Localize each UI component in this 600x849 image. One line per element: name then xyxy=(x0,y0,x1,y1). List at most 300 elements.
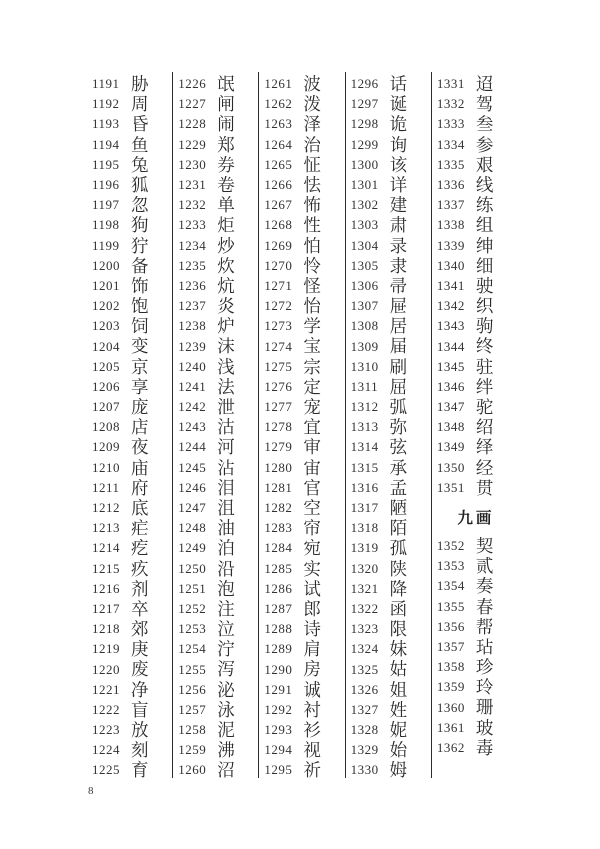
entry-character: 组 xyxy=(475,215,494,236)
entry-number: 1226 xyxy=(178,76,207,92)
entry-character: 泽 xyxy=(303,114,321,135)
entry-character: 驹 xyxy=(475,316,494,337)
entry-character: 肃 xyxy=(389,215,408,236)
entry-number: 1270 xyxy=(264,257,293,273)
entry-character: 泼 xyxy=(303,94,321,115)
entry-character: 卷 xyxy=(217,174,235,195)
entry-number: 1204 xyxy=(92,338,120,354)
entry-number: 1300 xyxy=(350,156,379,172)
entry-number: 1323 xyxy=(350,621,379,637)
entry-number: 1191 xyxy=(92,76,120,92)
entry-character: 宗 xyxy=(303,356,321,377)
entry-number: 1336 xyxy=(436,177,465,193)
entry-character: 帘 xyxy=(303,518,321,539)
entry-character: 诡 xyxy=(389,114,408,135)
entry-character: 届 xyxy=(389,336,408,357)
entry-character: 春 xyxy=(475,596,494,617)
entry-number: 1304 xyxy=(350,237,379,253)
entry-number: 1301 xyxy=(350,177,379,193)
entry-row xyxy=(87,74,172,94)
entry-character: 姆 xyxy=(389,760,408,781)
entry-number: 1286 xyxy=(264,580,293,596)
entry-number: 1350 xyxy=(436,459,465,475)
entry-character: 炒 xyxy=(217,235,235,256)
entry-character: 狞 xyxy=(131,235,149,256)
entry-row xyxy=(432,155,517,175)
entry-row xyxy=(346,276,431,296)
entry-character: 限 xyxy=(389,619,408,640)
entry-number: 1296 xyxy=(350,76,379,92)
entry-row xyxy=(173,700,258,720)
entry-row xyxy=(346,599,431,619)
entry-character: 参 xyxy=(475,134,494,155)
entry-row xyxy=(259,478,344,498)
entry-number: 1217 xyxy=(92,600,120,616)
entry-row xyxy=(432,657,517,677)
entry-character: 珊 xyxy=(475,697,494,718)
entry-character: 怔 xyxy=(303,154,321,175)
entry-number: 1339 xyxy=(436,237,465,253)
entry-number: 1264 xyxy=(264,136,293,152)
entry-number: 1232 xyxy=(178,197,207,213)
entry-row xyxy=(346,256,431,276)
entry-number: 1213 xyxy=(92,520,120,536)
entry-row xyxy=(87,740,172,760)
entry-character: 艰 xyxy=(475,154,494,175)
entry-character: 底 xyxy=(131,497,149,518)
entry-character: 询 xyxy=(389,134,408,155)
entry-character: 驻 xyxy=(475,356,494,377)
entry-number: 1258 xyxy=(178,722,207,738)
entry-row xyxy=(173,276,258,296)
entry-row xyxy=(432,536,517,556)
entry-character: 姐 xyxy=(389,679,408,700)
entry-number: 1215 xyxy=(92,560,120,576)
entry-row xyxy=(346,458,431,478)
entry-row xyxy=(432,316,517,336)
entry-row xyxy=(173,579,258,599)
entry-number: 1291 xyxy=(264,681,293,697)
entry-row xyxy=(173,155,258,175)
entry-number: 1324 xyxy=(350,641,379,657)
entry-character: 泪 xyxy=(217,477,235,498)
entry-number: 1342 xyxy=(436,298,465,314)
entry-number: 1325 xyxy=(350,661,379,677)
entry-row xyxy=(259,155,344,175)
entry-row xyxy=(432,458,517,478)
entry-number: 1332 xyxy=(436,96,465,112)
entry-row xyxy=(346,74,431,94)
entry-row xyxy=(173,256,258,276)
entry-character: 绍 xyxy=(475,417,494,438)
table-column-1 xyxy=(87,72,172,780)
entry-number: 1277 xyxy=(264,399,293,415)
entry-row xyxy=(432,556,517,576)
entry-number: 1216 xyxy=(92,580,120,596)
entry-character: 织 xyxy=(475,296,494,317)
entry-character: 隶 xyxy=(389,255,408,276)
entry-number: 1361 xyxy=(436,719,465,735)
entry-row xyxy=(346,619,431,639)
entry-character: 陌 xyxy=(389,518,408,539)
entry-character: 诚 xyxy=(303,679,321,700)
entry-row xyxy=(346,437,431,457)
entry-character: 官 xyxy=(303,477,321,498)
entry-number: 1222 xyxy=(92,701,120,717)
entry-row xyxy=(173,518,258,538)
entry-number: 1210 xyxy=(92,459,120,475)
entry-row xyxy=(173,215,258,235)
entry-character: 居 xyxy=(389,316,408,337)
entry-number: 1317 xyxy=(350,500,379,516)
entry-row xyxy=(259,720,344,740)
entry-character: 屉 xyxy=(389,296,408,317)
entry-character: 炕 xyxy=(217,275,235,296)
entry-row xyxy=(173,94,258,114)
entry-character: 疟 xyxy=(131,518,149,539)
entry-number: 1306 xyxy=(350,277,379,293)
entry-number: 1346 xyxy=(436,378,465,394)
entry-row xyxy=(432,135,517,155)
entry-character: 绊 xyxy=(475,376,494,397)
entry-character: 弦 xyxy=(389,437,408,458)
entry-row xyxy=(173,538,258,558)
entry-number: 1318 xyxy=(350,520,379,536)
entry-character: 沫 xyxy=(217,336,235,357)
entry-character: 怯 xyxy=(303,174,321,195)
entry-character: 空 xyxy=(303,497,321,518)
entry-character: 饰 xyxy=(131,275,149,296)
entry-row xyxy=(87,518,172,538)
entry-number: 1281 xyxy=(264,479,293,495)
entry-number: 1314 xyxy=(350,439,379,455)
entry-row xyxy=(87,720,172,740)
entry-row xyxy=(87,559,172,579)
entry-number: 1316 xyxy=(350,479,379,495)
entry-row xyxy=(173,135,258,155)
entry-character: 卒 xyxy=(131,598,149,619)
entry-row xyxy=(173,458,258,478)
entry-character: 废 xyxy=(131,659,149,680)
entry-character: 贰 xyxy=(475,556,494,577)
entry-number: 1284 xyxy=(264,540,293,556)
entry-number: 1192 xyxy=(92,96,120,112)
entry-row xyxy=(432,296,517,316)
entry-number: 1334 xyxy=(436,136,465,152)
entry-row xyxy=(432,94,517,114)
entry-row xyxy=(173,599,258,619)
entry-number: 1351 xyxy=(436,479,465,495)
entry-character: 单 xyxy=(217,195,235,216)
entry-row xyxy=(87,639,172,659)
entry-row xyxy=(87,599,172,619)
entry-number: 1283 xyxy=(264,520,293,536)
entry-number: 1263 xyxy=(264,116,293,132)
entry-row xyxy=(259,659,344,679)
entry-number: 1333 xyxy=(436,116,465,132)
character-index-table xyxy=(87,72,517,780)
entry-row xyxy=(432,718,517,738)
entry-row xyxy=(259,114,344,134)
entry-row xyxy=(87,357,172,377)
entry-number: 1260 xyxy=(178,762,207,778)
entry-row xyxy=(173,114,258,134)
entry-row xyxy=(259,316,344,336)
entry-number: 1320 xyxy=(350,560,379,576)
entry-number: 1297 xyxy=(350,96,379,112)
entry-number: 1280 xyxy=(264,459,293,475)
entry-row xyxy=(87,538,172,558)
entry-number: 1294 xyxy=(264,742,293,758)
entry-character: 疚 xyxy=(131,558,149,579)
entry-number: 1335 xyxy=(436,156,465,172)
entry-row xyxy=(259,175,344,195)
entry-character: 饲 xyxy=(131,316,149,337)
entry-character: 郎 xyxy=(303,598,321,619)
entry-row xyxy=(173,740,258,760)
entry-number: 1326 xyxy=(350,681,379,697)
entry-number: 1265 xyxy=(264,156,293,172)
entry-number: 1245 xyxy=(178,459,207,475)
entry-character: 姓 xyxy=(389,699,408,720)
entry-row xyxy=(173,236,258,256)
table-column-5 xyxy=(432,72,517,780)
entry-row xyxy=(346,155,431,175)
entry-number: 1293 xyxy=(264,722,293,738)
entry-number: 1292 xyxy=(264,701,293,717)
entry-number: 1312 xyxy=(350,399,379,415)
entry-number: 1329 xyxy=(350,742,379,758)
entry-character: 细 xyxy=(475,255,494,276)
entry-number: 1209 xyxy=(92,439,120,455)
entry-character: 宛 xyxy=(303,538,321,559)
entry-row xyxy=(346,659,431,679)
entry-row xyxy=(173,680,258,700)
entry-row xyxy=(346,740,431,760)
entry-row xyxy=(87,437,172,457)
entry-character: 承 xyxy=(389,457,408,478)
entry-character: 学 xyxy=(303,316,321,337)
entry-character: 沮 xyxy=(217,497,235,518)
entry-character: 泻 xyxy=(217,659,235,680)
entry-row xyxy=(432,738,517,758)
entry-number: 1282 xyxy=(264,500,293,516)
entry-character: 姑 xyxy=(389,659,408,680)
entry-row xyxy=(346,296,431,316)
entry-row xyxy=(346,215,431,235)
entry-character: 该 xyxy=(389,154,408,175)
entry-character: 忽 xyxy=(131,195,149,216)
entry-character: 享 xyxy=(131,376,149,397)
entry-character: 注 xyxy=(217,598,235,619)
entry-character: 诞 xyxy=(389,94,408,115)
entry-row xyxy=(432,597,517,617)
entry-number: 1278 xyxy=(264,419,293,435)
entry-number: 1201 xyxy=(92,277,120,293)
entry-row xyxy=(87,276,172,296)
entry-row xyxy=(259,680,344,700)
entry-number: 1357 xyxy=(436,638,465,654)
entry-row xyxy=(346,336,431,356)
entry-number: 1343 xyxy=(436,318,465,334)
entry-character: 练 xyxy=(475,195,494,216)
entry-number: 1211 xyxy=(92,479,120,495)
entry-row xyxy=(173,760,258,780)
entry-character: 怪 xyxy=(303,275,321,296)
entry-number: 1223 xyxy=(92,722,120,738)
entry-character: 兔 xyxy=(131,154,149,175)
entry-number: 1359 xyxy=(436,679,465,695)
entry-row xyxy=(173,195,258,215)
entry-row xyxy=(432,357,517,377)
entry-row xyxy=(259,296,344,316)
entry-row xyxy=(432,397,517,417)
entry-character: 治 xyxy=(303,134,321,155)
entry-character: 泄 xyxy=(217,397,235,417)
entry-number: 1330 xyxy=(350,762,379,778)
entry-row xyxy=(173,175,258,195)
entry-number: 1239 xyxy=(178,338,207,354)
entry-row xyxy=(432,276,517,296)
entry-character: 夜 xyxy=(131,437,149,458)
entry-row xyxy=(259,94,344,114)
entry-character: 泳 xyxy=(217,699,235,720)
entry-row xyxy=(432,195,517,215)
entry-character: 宜 xyxy=(303,417,321,438)
entry-row xyxy=(432,114,517,134)
entry-character: 玻 xyxy=(475,717,494,738)
entry-number: 1309 xyxy=(350,338,379,354)
entry-row xyxy=(346,397,431,417)
entry-row xyxy=(259,195,344,215)
entry-character: 变 xyxy=(131,336,149,357)
entry-character: 昏 xyxy=(131,114,149,135)
entry-number: 1231 xyxy=(178,177,207,193)
entry-row xyxy=(259,397,344,417)
entry-character: 迢 xyxy=(475,74,494,94)
entry-number: 1273 xyxy=(264,318,293,334)
entry-character: 狐 xyxy=(131,174,149,195)
entry-row xyxy=(87,316,172,336)
entry-character: 玷 xyxy=(475,636,494,657)
entry-row xyxy=(87,498,172,518)
entry-number: 1212 xyxy=(92,500,120,516)
entry-character: 净 xyxy=(131,679,149,700)
entry-character: 宠 xyxy=(303,397,321,417)
entry-row xyxy=(259,336,344,356)
entry-row xyxy=(432,617,517,637)
entry-character: 契 xyxy=(475,535,494,556)
entry-row xyxy=(346,760,431,780)
entry-character: 衬 xyxy=(303,699,321,720)
entry-character: 庙 xyxy=(131,457,149,478)
entry-row xyxy=(87,397,172,417)
entry-number: 1206 xyxy=(92,378,120,394)
entry-number: 1347 xyxy=(436,399,465,415)
entry-character: 详 xyxy=(389,174,408,195)
entry-row xyxy=(346,478,431,498)
entry-row xyxy=(346,498,431,518)
entry-row xyxy=(173,639,258,659)
entry-character: 沿 xyxy=(217,558,235,579)
entry-number: 1352 xyxy=(436,538,465,554)
entry-row xyxy=(87,458,172,478)
entry-row xyxy=(346,357,431,377)
entry-row xyxy=(432,377,517,397)
entry-number: 1199 xyxy=(92,237,120,253)
entry-character: 审 xyxy=(303,437,321,458)
entry-character: 郑 xyxy=(217,134,235,155)
entry-number: 1315 xyxy=(350,459,379,475)
entry-character: 绎 xyxy=(475,437,494,458)
entry-character: 怡 xyxy=(303,296,321,317)
entry-row xyxy=(346,377,431,397)
entry-number: 1243 xyxy=(178,419,207,435)
entry-row xyxy=(173,357,258,377)
entry-number: 1251 xyxy=(178,580,207,596)
entry-row xyxy=(432,697,517,717)
entry-row xyxy=(259,135,344,155)
entry-character: 录 xyxy=(389,235,408,256)
entry-number: 1279 xyxy=(264,439,293,455)
entry-number: 1227 xyxy=(178,96,207,112)
entry-row xyxy=(173,498,258,518)
entry-row xyxy=(346,316,431,336)
entry-character: 宙 xyxy=(303,457,321,478)
entry-row xyxy=(173,720,258,740)
entry-row xyxy=(259,236,344,256)
entry-row xyxy=(259,276,344,296)
entry-number: 1321 xyxy=(350,580,379,596)
entry-number: 1275 xyxy=(264,358,293,374)
entry-character: 鱼 xyxy=(131,134,149,155)
entry-row xyxy=(173,377,258,397)
entry-row xyxy=(87,175,172,195)
entry-row xyxy=(173,559,258,579)
entry-character: 法 xyxy=(217,376,235,397)
entry-character: 陕 xyxy=(389,558,408,579)
entry-character: 终 xyxy=(475,336,494,357)
entry-row xyxy=(87,478,172,498)
entry-number: 1338 xyxy=(436,217,465,233)
entry-row xyxy=(173,74,258,94)
entry-number: 1257 xyxy=(178,701,207,717)
entry-row xyxy=(346,94,431,114)
entry-row xyxy=(346,700,431,720)
entry-row xyxy=(173,316,258,336)
entry-character: 玲 xyxy=(475,677,494,698)
entry-number: 1355 xyxy=(436,598,465,614)
entry-character: 沼 xyxy=(217,760,235,781)
entry-number: 1276 xyxy=(264,378,293,394)
entry-number: 1225 xyxy=(92,762,120,778)
entry-number: 1274 xyxy=(264,338,293,354)
entry-number: 1233 xyxy=(178,217,207,233)
entry-row xyxy=(259,619,344,639)
entry-number: 1360 xyxy=(436,699,465,715)
entry-number: 1322 xyxy=(350,600,379,616)
entry-character: 妮 xyxy=(389,720,408,740)
entry-character: 周 xyxy=(131,94,149,115)
entry-number: 1256 xyxy=(178,681,207,697)
entry-number: 1247 xyxy=(178,500,207,516)
entry-row xyxy=(259,256,344,276)
entry-number: 1344 xyxy=(436,338,465,354)
entry-number: 1197 xyxy=(92,197,120,213)
entry-row xyxy=(346,114,431,134)
entry-character: 弧 xyxy=(389,397,408,417)
entry-number: 1248 xyxy=(178,520,207,536)
